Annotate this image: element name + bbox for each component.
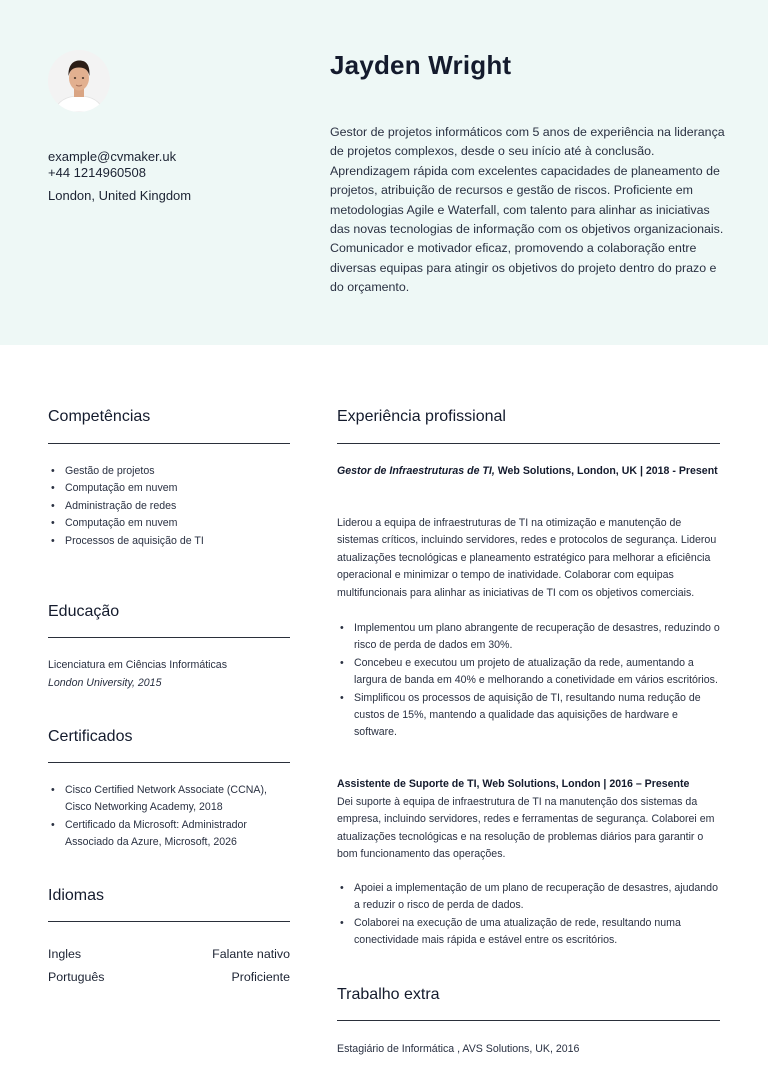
education-degree: Licenciatura em Ciências Informáticas (48, 659, 227, 671)
phone-text: +44 1214960508 (48, 165, 146, 180)
skill-item: • Computação em nuvem (48, 480, 290, 497)
certificates-divider (48, 762, 290, 763)
skills-list (48, 463, 290, 550)
job-header: Assistente de Suporte de TI, Web Solutions, London | 2016 – Presente (337, 778, 690, 790)
job-role: Gestor de Infraestruturas de TI, (337, 465, 495, 477)
email-text: example@cvmaker.uk (48, 149, 177, 164)
skills-title: Competências (48, 408, 151, 425)
skill-item: • Processos de aquisição de TI (48, 533, 290, 550)
education-divider (48, 637, 290, 638)
skill-item: • Gestão de projetos (48, 463, 290, 480)
achievement-item: • Implementou um plano abrangente de recuperação de desastres, reduzindo o risco de perda de dados em 30%. (337, 620, 720, 655)
profile-photo-avatar (48, 50, 110, 112)
certificate-item: • Cisco Certified Network Associate (CCNA), Cisco Networking Academy, 2018 (48, 782, 283, 817)
job-header (337, 463, 720, 480)
job-description: Liderou a equipa de infraestruturas de TI na otimização e manutenção de sistemas críticos, incluindo servidores, redes e protocolos de segurança. Liderou atualizações tecnológicas e planeamento estratégico para melhorar a eficiência operacional e minimizar o tempo de inatividade. Colaborar com equipas multifuncionais para alinhar as iniciativas de TI com os objetivos comerciais. (337, 517, 717, 599)
language-level: Proficiente (231, 970, 290, 984)
location-text: London, United Kingdom (48, 188, 192, 203)
certificates-title: Certificados (48, 728, 133, 745)
job-achievements (337, 880, 720, 950)
education-school: London University, 2015 (48, 677, 162, 689)
certificates-list (48, 782, 283, 852)
education-title: Educação (48, 603, 120, 620)
achievement-item: • Concebeu e executou um projeto de atualização da rede, aumentando a largura de banda em 40% e melhorando a conetividade em vários escritórios. (337, 655, 720, 690)
achievement-item: • Colaborei na execução de uma atualização de rede, resultando numa conectividade mais rápida e estável entre os escritórios. (337, 915, 720, 950)
language-row (48, 969, 290, 985)
skills-divider (48, 443, 290, 444)
extra-work-item: Estagiário de Informática , AVS Solutions, UK, 2016 (337, 1043, 580, 1055)
achievement-item: • Simplificou os processos de aquisição de TI, resultando numa redução de custos de 15%, mantendo a qualidade das aquisições de hardware e software. (337, 690, 720, 742)
language-name: Ingles (48, 947, 82, 961)
contact-info (48, 149, 176, 181)
language-name: Português (48, 970, 105, 984)
extra-work-divider (337, 1020, 720, 1021)
experience-divider (337, 443, 720, 444)
language-level: Falante nativo (212, 947, 290, 961)
extra-work-title: Trabalho extra (337, 986, 440, 1003)
profile-summary: Gestor de projetos informáticos com 5 anos de experiência na liderança de projetos complexos, desde o seu início até à conclusão. Aprendizagem rápida com excelentes capacidades de planeamento de projetos, atribuição de recursos e gestão de riscos. Proficiente em metodologias Agile e Waterfall, com talento para alinhar as iniciativas das novas tecnologias de informação com os objetivos organizacionais. Comunicador e motivador eficaz, promovendo a colaboração entre diversas equipas para atingir os objetivos do projeto dentro do prazo e do orçamento. (330, 125, 725, 295)
language-row (48, 946, 290, 962)
certificate-item: • Certificado da Microsoft: Administrador Associado da Azure, Microsoft, 2026 (48, 817, 283, 852)
job-company-dates: Web Solutions, London, UK | 2018 - Present (494, 465, 718, 477)
achievement-item: • Apoiei a implementação de um plano de recuperação de desastres, ajudando a reduzir o risco de perda de dados. (337, 880, 720, 915)
skill-item: • Computação em nuvem (48, 515, 290, 532)
languages-title: Idiomas (48, 887, 105, 904)
job-achievements (337, 620, 720, 742)
experience-title: Experiência profissional (337, 408, 506, 425)
languages-divider (48, 921, 290, 922)
job-description: Dei suporte à equipa de infraestrutura de TI na manutenção dos sistemas da empresa, incluindo servidores, redes e ferramentas de segurança. Colaborei em atualizações tecnológicas e na resolução de problemas diários para garantir o bom funcionamento das operações. (337, 796, 715, 861)
candidate-name: Jayden Wright (330, 50, 512, 80)
skill-item: • Administração de redes (48, 498, 290, 515)
